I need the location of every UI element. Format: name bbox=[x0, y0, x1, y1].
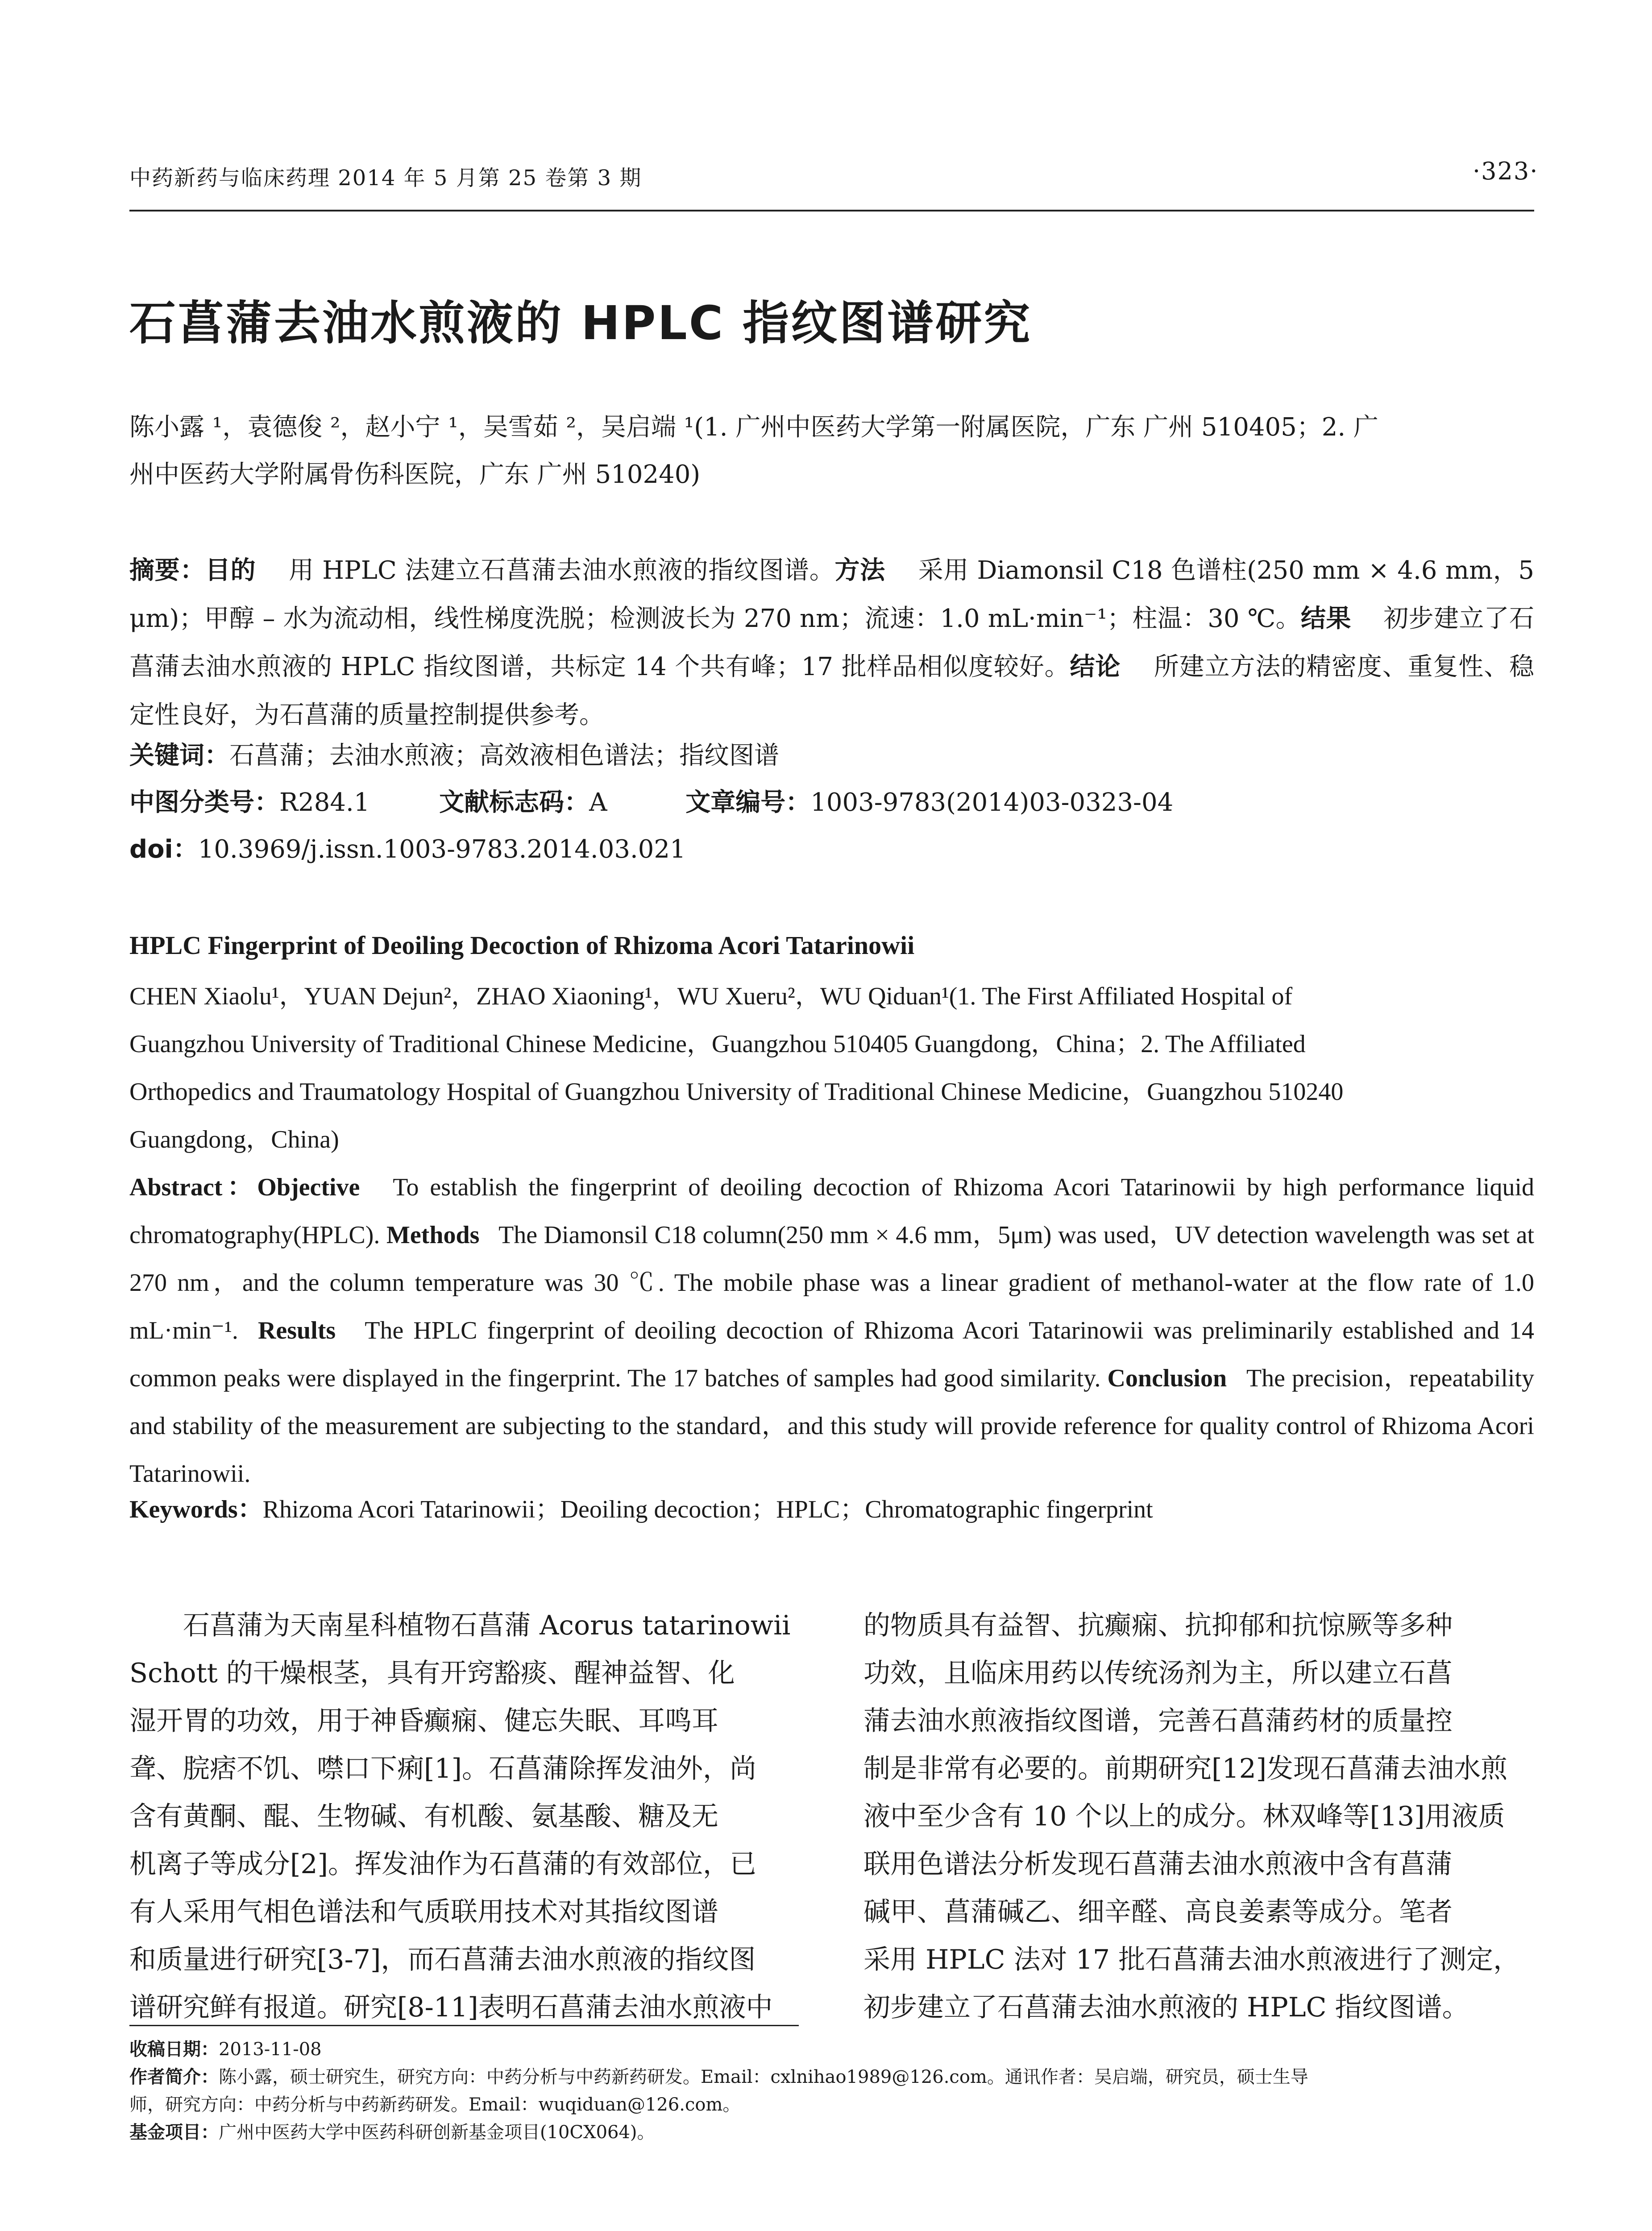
body-line: Schott 的干燥根茎，具有开窍豁痰、醒神益智、化 bbox=[129, 1658, 735, 1689]
clc-value: R284.1 bbox=[279, 788, 370, 817]
body-line: 有人采用气相色谱法和气质联用技术对其指纹图谱 bbox=[129, 1896, 718, 1928]
clc-label: 中图分类号： bbox=[129, 788, 279, 817]
authors-cn bbox=[129, 404, 1534, 498]
journal-header: 中药新药与临床药理 2014 年 5 月第 25 卷第 3 期 bbox=[129, 166, 642, 191]
page-number: ·323· bbox=[1473, 157, 1539, 185]
body-line: 联用色谱法分析发现石菖蒲去油水煎液中含有菖蒲 bbox=[863, 1849, 1453, 1880]
body-line: 蒲去油水煎液指纹图谱，完善石菖蒲药材的质量控 bbox=[863, 1705, 1453, 1737]
body-line: 机离子等成分[2]。挥发油作为石菖蒲的有效部位，已 bbox=[129, 1849, 756, 1880]
doi-label: doi： bbox=[129, 835, 198, 864]
body-line: 初步建立了石菖蒲去油水煎液的 HPLC 指纹图谱。 bbox=[863, 1992, 1469, 2023]
english-keywords bbox=[129, 1486, 1534, 1534]
english-methods-text: The Diamonsil C18 column(250 mm × 4.6 mm，5μm) was used，UV detection wavelength was set at 270 nm，and the column temperature was 30 ℃. The mobile phase was a linear gradient of methanol-water at the flow rate of 1.0 mL·min⁻¹. bbox=[129, 1221, 1534, 1344]
english-authors-line2: Guangzhou University of Traditional Chinese Medicine，Guangzhou 510405 Guangdong，China；2. The Affiliated bbox=[129, 1030, 1306, 1058]
body-line: 石菖蒲为天南星科植物石菖蒲 Acorus tatarinowii bbox=[183, 1610, 791, 1641]
body-line: 的物质具有益智、抗癫痫、抗抑郁和抗惊厥等多种 bbox=[863, 1610, 1453, 1641]
english-title: HPLC Fingerprint of Deoiling Decoction of Rhizoma Acori Tatarinowii bbox=[129, 931, 915, 960]
doi-value: 10.3969/j.issn.1003-9783.2014.03.021 bbox=[198, 835, 686, 864]
body-line: 液中至少含有 10 个以上的成分。林双峰等[13]用液质 bbox=[863, 1801, 1505, 1832]
footnote-rule bbox=[129, 2025, 799, 2026]
header-rule bbox=[129, 210, 1534, 211]
english-results-text: The HPLC fingerprint of deoiling decoction of Rhizoma Acori Tatarinowii was preliminarily established and 14 common peaks were displayed in the fingerprint. The 17 batches of samples had good similarity. bbox=[129, 1317, 1534, 1392]
fund-text: 广州中医药大学中医药科研创新基金项目(10CX064)。 bbox=[219, 2122, 655, 2143]
english-abstract-label: Abstract： bbox=[129, 1174, 257, 1201]
results-text: 初步建立了石菖蒲去油水煎液的 HPLC 指纹图谱，共标定 14 个共有峰；17 批样品相似度较好。 bbox=[129, 604, 1535, 681]
doc-code-value: A bbox=[589, 788, 607, 817]
methods-label: 方法 bbox=[834, 556, 885, 585]
article-number-label: 文章编号： bbox=[685, 788, 811, 817]
body-line: 含有黄酮、醌、生物碱、有机酸、氨基酸、糖及无 bbox=[129, 1801, 718, 1832]
body-column-right bbox=[863, 1602, 1546, 2032]
english-objective-label: Objective bbox=[257, 1174, 360, 1201]
english-authors-line3: Orthopedics and Traumatology Hospital of Guangzhou University of Traditional Chinese Medicine，Guangzhou 510240 bbox=[129, 1078, 1344, 1106]
keywords-cn-text: 石菖蒲；去油水煎液；高效液相色谱法；指纹图谱 bbox=[229, 741, 779, 770]
english-authors-line1: CHEN Xiaolu¹，YUAN Dejun²，ZHAO Xiaoning¹，WU Xueru²，WU Qiduan¹(1. The First Affiliated Hospital of bbox=[129, 983, 1293, 1010]
author-info-line1 bbox=[129, 2063, 1534, 2091]
doi-line bbox=[129, 825, 1534, 874]
author-info-label: 作者简介： bbox=[129, 2067, 219, 2087]
body-line: 谱研究鲜有报道。研究[8-11]表明石菖蒲去油水煎液中 bbox=[129, 1992, 773, 2023]
methods-text: 采用 Diamonsil C18 色谱柱(250 mm × 4.6 mm，5 μm)；甲醇 – 水为流动相，线性梯度洗脱；检测波长为 270 nm；流速：1.0 mL·min⁻¹；柱温：30 ℃。 bbox=[129, 556, 1535, 633]
classification-line bbox=[129, 779, 1534, 827]
conclusion-label: 结论 bbox=[1070, 652, 1121, 681]
fund-info bbox=[129, 2119, 1534, 2146]
body-line: 湿开胃的功效，用于神昏癫痫、健忘失眠、耳鸣耳 bbox=[129, 1705, 718, 1737]
english-authors bbox=[129, 973, 1534, 1164]
author-info-line2: 师，研究方向：中药分析与中药新药研发。Email：wuqiduan@126.com。 bbox=[129, 2094, 741, 2115]
keywords-cn bbox=[129, 732, 1534, 780]
body-column-left bbox=[129, 1602, 812, 2032]
body-line: 制是非常有必要的。前期研究[12]发现石菖蒲去油水煎 bbox=[863, 1753, 1508, 1784]
abstract-label: 摘要： bbox=[129, 556, 205, 585]
keywords-cn-label: 关键词： bbox=[129, 741, 229, 770]
english-keywords-label: Keywords： bbox=[129, 1496, 263, 1523]
english-conclusion-text: The precision，repeatability and stability of the measurement are subjecting to the standard，and this study will provide reference for quality control of Rhizoma Acori Tatarinowii. bbox=[129, 1364, 1535, 1488]
english-methods-label: Methods bbox=[386, 1221, 480, 1249]
results-label: 结果 bbox=[1301, 604, 1351, 633]
doc-code-label: 文献标志码： bbox=[439, 788, 589, 817]
received-value: 2013-11-08 bbox=[219, 2039, 322, 2060]
body-line: 碱甲、菖蒲碱乙、细辛醛、高良姜素等成分。笔者 bbox=[863, 1896, 1453, 1928]
fund-label: 基金项目： bbox=[129, 2122, 219, 2143]
article-number-value: 1003-9783(2014)03-0323-04 bbox=[810, 788, 1174, 817]
objective-label: 目的 bbox=[205, 556, 256, 585]
article-title: 石菖蒲去油水煎液的 HPLC 指纹图谱研究 bbox=[129, 296, 1032, 350]
english-keywords-text: Rhizoma Acori Tatarinowii；Deoiling decoction；HPLC；Chromatographic fingerprint bbox=[262, 1496, 1153, 1523]
english-conclusion-label: Conclusion bbox=[1107, 1364, 1227, 1392]
received-date bbox=[129, 2036, 1534, 2063]
received-label: 收稿日期： bbox=[129, 2039, 219, 2060]
abstract-cn bbox=[129, 547, 1534, 739]
authors-cn-line2: 州中医药大学附属骨伤科医院，广东 广州 510240) bbox=[129, 460, 701, 489]
conclusion-text: 所建立方法的精密度、重复性、稳定性良好，为石菖蒲的质量控制提供参考。 bbox=[129, 652, 1535, 730]
body-line: 聋、脘痞不饥、噤口下痢[1]。石菖蒲除挥发油外，尚 bbox=[129, 1753, 756, 1784]
authors-cn-line1: 陈小露 ¹，袁德俊 ²，赵小宁 ¹，吴雪茹 ²，吴启端 ¹(1. 广州中医药大学第一附属医院，广东 广州 510405；2. 广 bbox=[129, 413, 1378, 442]
body-line: 和质量进行研究[3-7]，而石菖蒲去油水煎液的指纹图 bbox=[129, 1944, 756, 1975]
objective-text: 用 HPLC 法建立石菖蒲去油水煎液的指纹图谱。 bbox=[289, 556, 835, 585]
body-line: 功效，且临床用药以传统汤剂为主，所以建立石菖 bbox=[863, 1658, 1453, 1689]
english-authors-line4: Guangdong，China) bbox=[129, 1126, 339, 1153]
author-info-text1: 陈小露，硕士研究生，研究方向：中药分析与中药新药研发。Email：cxlnihao1989@126.com。通讯作者：吴启端，研究员，硕士生导 bbox=[219, 2067, 1308, 2087]
english-objective-text: To establish the fingerprint of deoiling decoction of Rhizoma Acori Tatarinowii by high performance liquid chromatography(HPLC). bbox=[129, 1174, 1535, 1249]
body-line: 采用 HPLC 法对 17 批石菖蒲去油水煎液进行了测定， bbox=[863, 1944, 1520, 1975]
footnotes bbox=[129, 2036, 1534, 2146]
english-abstract bbox=[129, 1164, 1534, 1498]
english-results-label: Results bbox=[257, 1317, 336, 1344]
